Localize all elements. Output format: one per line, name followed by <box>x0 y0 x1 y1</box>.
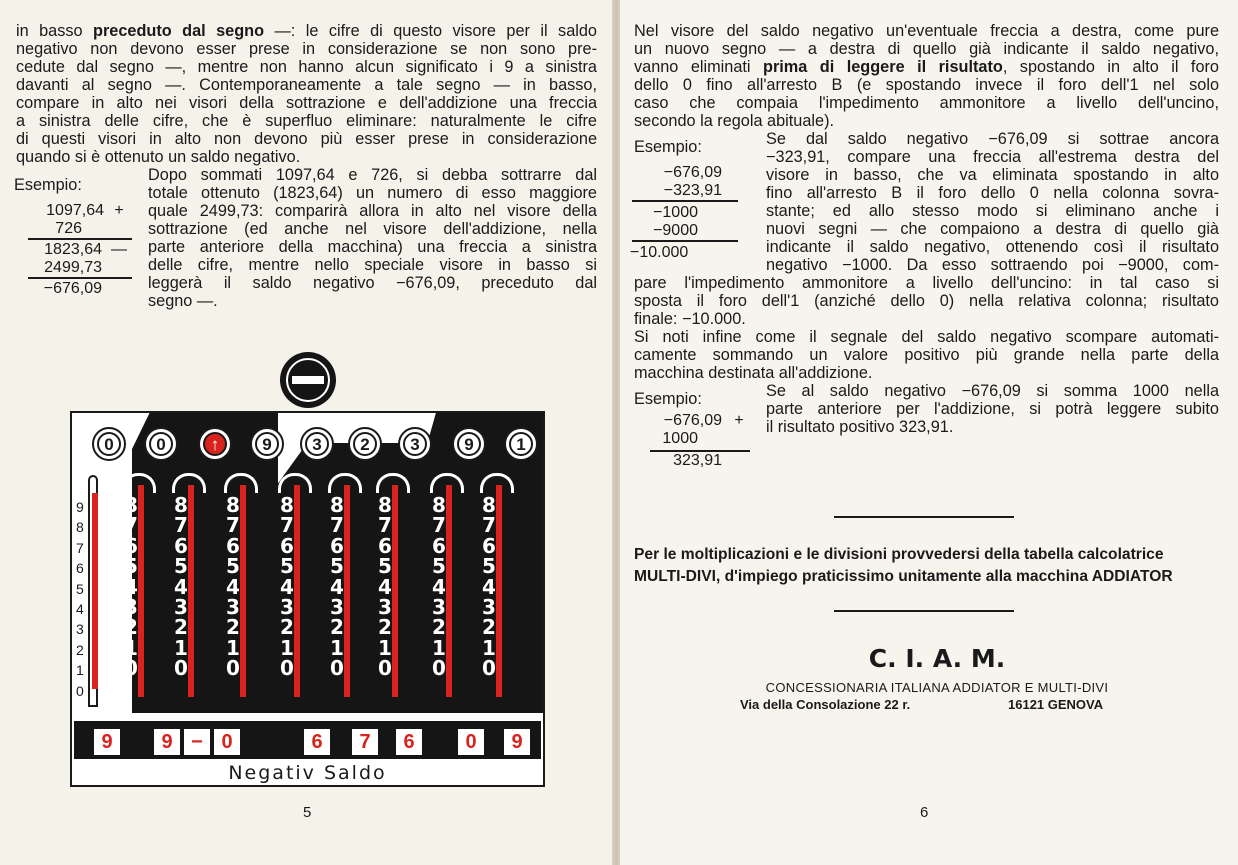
digit-slot[interactable]: 8 7 6 5 4 3 2 1 0 <box>220 473 262 705</box>
text-line: −323,91, compare una freccia all'estrema destra del <box>766 148 1219 166</box>
text-line: davanti al segno —. Contemporaneamente a tale segno — in basso, <box>16 76 597 94</box>
no-entry-sign-icon <box>280 352 336 408</box>
calc-result: −676,09 <box>43 280 102 297</box>
text-line: dello 0 fino all'arresto B (e spostando invece il foro dell'1 nel solo <box>634 76 1219 94</box>
text-line: un nuovo segno — a destra di quello già indicante il saldo negativo, <box>634 40 1219 58</box>
result-dial: 3 <box>398 427 432 461</box>
calc-operator: + <box>114 202 124 219</box>
calc-value: 1823,64 <box>44 241 102 258</box>
example-label: Esempio: <box>634 390 702 408</box>
calc-result: −10.000 <box>630 244 689 261</box>
scale-digit: 0 <box>76 682 84 699</box>
scale-digit: 6 <box>76 560 84 577</box>
result-dial: 2 <box>348 427 382 461</box>
text-line: in basso preceduto dal segno —: le cifre di questo visore per il saldo <box>16 22 597 40</box>
result-dial: 9 <box>250 427 284 461</box>
calc-result: 323,91 <box>673 452 722 469</box>
scale-numbers <box>76 497 84 701</box>
text-line: Se al saldo negativo −676,09 si somma 1000 nella <box>766 382 1219 400</box>
left-page <box>0 0 614 865</box>
display-digit: 6 <box>304 729 330 755</box>
calc-operator: + <box>734 412 744 429</box>
negative-balance-display <box>74 721 541 759</box>
right-page <box>620 0 1238 865</box>
scale-digit: 1 <box>76 662 84 679</box>
calc-value: −676,09 <box>663 412 722 429</box>
text-line: il risultato positivo 323,91. <box>766 418 954 436</box>
text-line: sposta il foro dell'1 (anziché dello 0) nella relativa colonna; risultato <box>634 292 1219 310</box>
example-label: Esempio: <box>14 176 82 194</box>
text-line: cedute dal segno —, mentre non hanno alcun significato i 9 a sinistra <box>16 58 597 76</box>
text-line: leggerà il saldo negativo −676,09, preceduto dal <box>148 274 597 292</box>
text-line: di questi visori in alto non devono più esser prese in considerazione <box>16 130 597 148</box>
result-dial: 1 <box>504 427 538 461</box>
text-line: macchina destinata all'addizione. <box>634 364 873 382</box>
notice-line: MULTI-DIVI, d'impiego praticissimo unitamente alla macchina ADDIATOR <box>634 568 1173 585</box>
digit-slot[interactable]: 8 7 6 5 4 3 2 1 0 <box>274 473 316 705</box>
text-line: fino all'arresto B il foro dello 0 nella colonna sovra- <box>766 184 1219 202</box>
text-line: visore in basso, che va eliminata spostando in alto <box>766 166 1219 184</box>
page-number: 6 <box>920 804 929 821</box>
text-line: totale ottenuto (1823,64) un numero di esso maggiore <box>148 184 597 202</box>
scale-digit: 8 <box>76 519 84 536</box>
sum-rule <box>632 200 738 202</box>
divider <box>834 610 1014 612</box>
display-digit: 0 <box>458 729 484 755</box>
display-digit: 6 <box>396 729 422 755</box>
calc-operator: — <box>111 241 127 258</box>
digit-slot[interactable]: 8 7 6 5 4 3 2 1 0 <box>426 473 468 705</box>
text-line: quale 2499,73: comparirà allora in alto nel visore della <box>148 202 597 220</box>
scale-digit: 7 <box>76 539 84 556</box>
display-label: Negativ Saldo <box>228 762 387 784</box>
result-dial: 0 <box>144 427 178 461</box>
divider <box>834 516 1014 518</box>
result-dial: 3 <box>300 427 334 461</box>
company-name: C. I. A. M. <box>868 644 1006 673</box>
result-dial: 9 <box>452 427 486 461</box>
digit-slot[interactable]: 8 7 6 5 4 3 2 1 0 <box>476 473 518 705</box>
addiator-machine-illustration <box>70 411 545 787</box>
result-dial: ↑ <box>198 427 232 461</box>
text-line: caso che compaia l'impedimento ammonitore a livello dell'uncino, <box>634 94 1219 112</box>
text-line: compare in alto nei visori della sottrazione e dell'addizione una freccia <box>16 94 597 112</box>
calc-value: −1000 <box>653 204 698 221</box>
text-line: indicante il saldo negativo, ottenendo così il risultato <box>766 238 1219 256</box>
calc-value: −9000 <box>653 222 698 239</box>
calc-value: 2499,73 <box>44 259 102 276</box>
text-line: parte anteriore della macchina) una freccia a sinistra <box>148 238 597 256</box>
display-digit: 0 <box>214 729 240 755</box>
display-digit: 9 <box>94 729 120 755</box>
result-dial: 0 <box>92 427 126 461</box>
text-line: Si noti infine come il segnale del saldo negativo scompare automati- <box>634 328 1219 346</box>
scale-digit: 3 <box>76 621 84 638</box>
text-line: nuovi segni — che compaiono a destra di quello già <box>766 220 1219 238</box>
display-digit: − <box>184 729 210 755</box>
digit-slot[interactable]: 8 7 6 5 4 3 2 1 0 <box>324 473 366 705</box>
company-full-name: CONCESSIONARIA ITALIANA ADDIATOR E MULTI-DIVI <box>765 680 1109 695</box>
text-line: Dopo sommati 1097,64 e 726, si debba sottrarre dal <box>148 166 597 184</box>
text-line: segno —. <box>148 292 218 310</box>
scale-digit: 2 <box>76 641 84 658</box>
digit-slot[interactable]: 8 7 6 5 4 3 2 1 0 <box>168 473 210 705</box>
calc-value: −676,09 <box>663 164 722 181</box>
text-line: pare l'impedimento ammonitore a livello dell'uncino: in tal caso si <box>634 274 1219 292</box>
display-digit: 7 <box>352 729 378 755</box>
digit-slot[interactable]: 8 7 6 5 4 3 2 1 0 <box>118 473 160 705</box>
text-line: Nel visore del saldo negativo un'eventuale freccia a destra, come pure <box>634 22 1219 40</box>
text-line: a sinistra delle cifre, che è superfluo eliminare: naturalmente le cifre <box>16 112 597 130</box>
text-line: negativo −1000. Da esso sottraendo poi −9000, com- <box>766 256 1219 274</box>
text-line: Se dal saldo negativo −676,09 si sottrae ancora <box>766 130 1219 148</box>
display-digit: 9 <box>154 729 180 755</box>
sum-rule <box>632 240 738 242</box>
sum-rule <box>28 277 132 279</box>
sum-rule <box>28 238 132 240</box>
text-line: negativo non devono esser prese in considerazione se non sono pre- <box>16 40 597 58</box>
notice-line: Per le moltiplicazioni e le divisioni provvedersi della tabella calcolatrice <box>634 546 1164 563</box>
calc-value: 726 <box>55 220 82 237</box>
company-address: Via della Consolazione 22 r. <box>740 697 911 712</box>
scale-digit: 9 <box>76 499 84 515</box>
company-city: 16121 GENOVA <box>1008 697 1104 712</box>
example-label: Esempio: <box>634 138 702 156</box>
text-line: camente sommando un valore positivo più grande nella parte della <box>634 346 1219 364</box>
text-line: stante; ed allo stesso modo si eliminano anche i <box>766 202 1219 220</box>
calc-value: 1097,64 <box>46 202 104 219</box>
text-line: quando si è ottenuto un saldo negativo. <box>16 148 301 166</box>
text-line: delle cifre, mentre nello speciale visore in basso si <box>148 256 597 274</box>
digit-slot[interactable]: 8 7 6 5 4 3 2 1 0 <box>372 473 414 705</box>
text-line: finale: −10.000. <box>634 310 746 328</box>
text-line: parte anteriore per l'addizione, si potrà leggere subito <box>766 400 1219 418</box>
display-digit: 9 <box>504 729 530 755</box>
scale-digit: 5 <box>76 580 84 597</box>
calc-value: 1000 <box>662 430 698 447</box>
page-number: 5 <box>303 804 312 821</box>
text-line: sottrazione (ed anche nel visore dell'addizione, nella <box>148 220 597 238</box>
scale-digit: 4 <box>76 601 84 618</box>
text-line: vanno eliminati prima di leggere il risultato, spostando in alto il foro <box>634 58 1219 76</box>
text-line: secondo la regola abituale). <box>634 112 835 130</box>
calc-value: −323,91 <box>663 182 722 199</box>
scale-bar <box>88 475 98 707</box>
